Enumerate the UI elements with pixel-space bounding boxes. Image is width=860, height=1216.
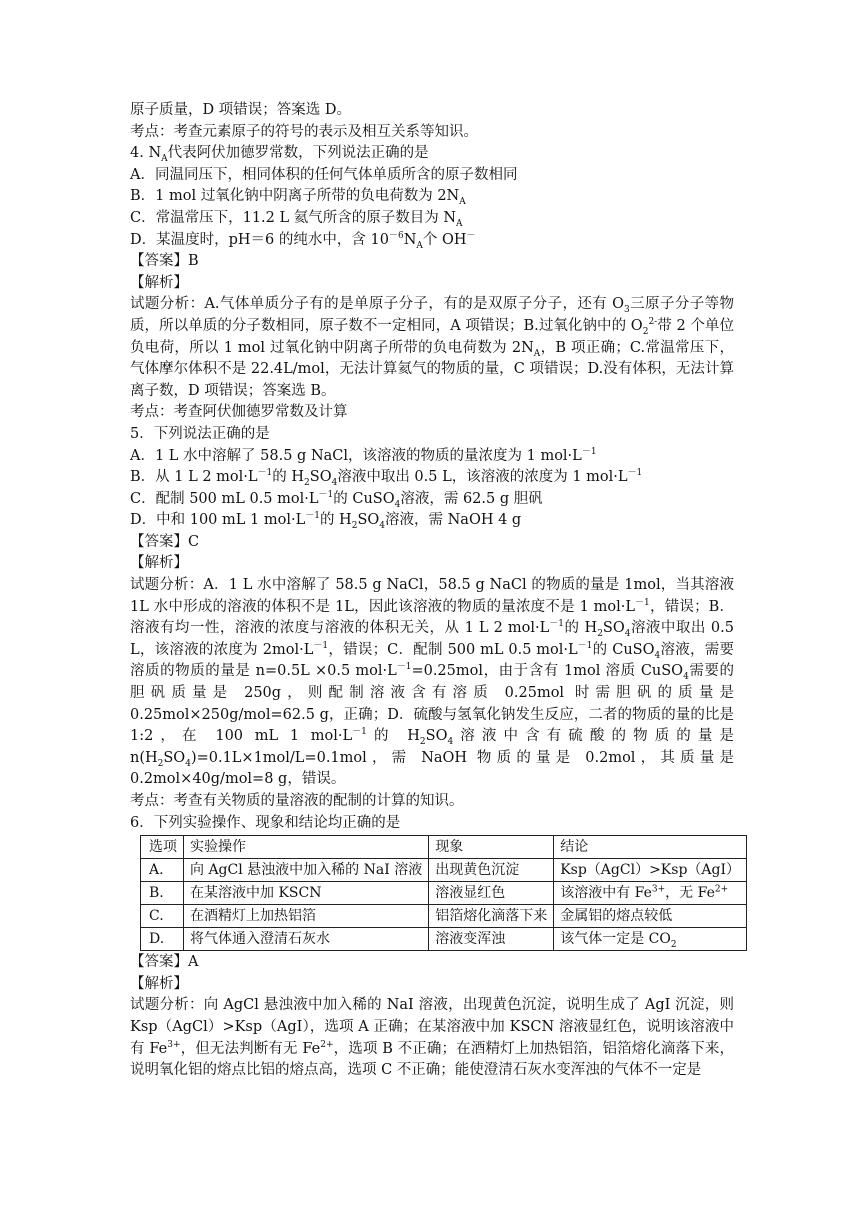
table-cell: D. <box>141 928 184 951</box>
table-cell: B. <box>141 882 184 905</box>
question-5-stem: 5．下列说法正确的是 <box>130 425 270 442</box>
question-5-analysis-head: 【解析】 <box>130 555 188 572</box>
table-cell: Ksp（AgCl）>Ksp（AgI） <box>554 859 747 882</box>
question-4-answer: 【答案】B <box>130 253 199 270</box>
table-header-cell: 结论 <box>554 836 747 859</box>
table-cell: 该溶液中有 $Fe^{3+}$，无 $Fe^{2+}$ <box>554 882 747 905</box>
table-cell: 溶液显红色 <box>429 882 554 905</box>
question-4-stem: 4. $N_A$代表阿伏加德罗常数，下列说法正确的是 <box>130 145 429 165</box>
table-row <box>141 882 747 905</box>
table-cell: C. <box>141 905 184 928</box>
question-5-option-d: D．中和 100 mL 1 $mol\cdot L^{-1}$的 $H_2SO_4$溶液，需 NaOH 4 g <box>130 511 522 532</box>
question-4-analysis-head: 【解析】 <box>130 274 188 291</box>
table-header-cell: 实验操作 <box>184 836 429 859</box>
question-6-analysis: 试题分析：向 AgCl 悬浊液中加入稀的 NaI 溶液，出现黄色沉淀，说明生成了 AgI 沉淀，则 Ksp（AgCl）>Ksp（AgI），选项 A 正确；在某溶液中加 KSCN 溶液显红色，说明该溶液中有 $Fe^{3+}$，但无法判断有无 $Fe^{2+}$，选项 B 不正确；在酒精灯上加热铝箔，铝箔熔化滴落下来，说明氧化铝的熔点比铝的熔点高，选项 C 不正确；能使澄清石灰水变浑浊的气体不一定是 <box>130 997 734 1079</box>
question-5-kaodian: 考点：考查有关物质的量溶液的配制的计算的知识。 <box>130 793 464 809</box>
question-5-answer: 【答案】C <box>130 533 200 550</box>
question-4-option-a: A．同温同压下，相同体积的任何气体单质所含的原子数相同 <box>130 166 518 183</box>
table-header-cell: 选项 <box>141 836 184 859</box>
question-5-analysis: 试题分析：A．1 L 水中溶解了 58.5 g NaCl，58.5 g NaCl 的物质的量是 1mol，当其溶液 1L 水中形成的溶液的体积不是 1L，因此该溶液的物质的量浓度不是 1 $mol\cdot L^{-1}$，错误；B．溶液有均一性，溶液的浓度与溶液的体积无关，从 1 L 2 $mol\cdot L^{-1}$的 $H_2SO_4$溶液中取出 0.5 L，该溶液的浓度为 $2mol\cdot L^{-1}$，错误；C．配制 500 mL 0.5 $mol\cdot L^{-1}$的 CuSO$_4$溶液，需要溶质的物质的量是 n=0.5L ×0.5 $mol\cdot L^{-1}=0.25mol$，由于含有 1mol 溶质 CuSO$_4$需要的胆矾质量是 250g，则配制溶液含有溶质 0.25mol 时需胆矾的质量是 0.25mol×250g/mol=62.5 g，正确；D．硫酸与氢氧化钠发生反应，二者的物质的量的比是 1:2，在 100 mL 1 $mol\cdot L^{-1}$的 $H_2SO_4$溶液中含有硫酸的物质的量是 $n(H_2SO_4)=0.1L\times 1mol/L=0.1mol$，需 NaOH 物质的量是 0.2mol，其质量是 0.2mol×40g/mol=8 g，错误。 <box>130 577 735 788</box>
text-line: 原子质量，D 项错误；答案选 D。 <box>130 102 351 118</box>
question-4-option-b: B．1 mol 过氧化钠中阴离子所带的负电荷数为 $2N_A$ <box>130 188 466 208</box>
table-cell: 向 AgCl 悬浊液中加入稀的 NaI 溶液 <box>184 859 429 882</box>
document-content <box>130 100 741 1082</box>
question-4-analysis: 试题分析：A.气体单质分子有的是单原子分子，有的是双原子分子，还有 $O_3$三原子分子等物质，所以单质的分子数相同，原子数不一定相同，A 项错误；B.过氧化钠中的 $O_2^{2-}$带 2 个单位负电荷，所以 1 mol 过氧化钠中阴离子所带的负电荷数为 $2N_A$，B 项正确；C.常温常压下，气体摩尔体积不是 22.4L/mol，无法计算氦气的物质的量，C 项错误；D.没有体积，无法计算离子数，D 项错误；答案选 B。 <box>130 296 735 399</box>
table-cell: 出现黄色沉淀 <box>429 859 554 882</box>
question-5-option-c: C．配制 500 mL 0.5 $mol\cdot L^{-1}$的 CuSO$_4$溶液，需 62.5 g 胆矾 <box>130 489 543 510</box>
table-cell: 溶液变浑浊 <box>429 928 554 951</box>
question-5-option-b: B．从 1 L 2 $mol\cdot L^{-1}$的 $H_2SO_4$溶液中取出 0.5 L，该溶液的浓度为 1 $mol\cdot L^{-1}$ <box>130 468 643 488</box>
table-cell: 将气体通入澄清石灰水 <box>184 928 429 951</box>
kaodian-line: 考点：考查元素原子的符号的表示及相互关系等知识。 <box>130 123 478 140</box>
table-cell: 在某溶液中加 KSCN <box>184 882 429 905</box>
question-6-analysis-head: 【解析】 <box>130 975 188 992</box>
question-6-stem: 6．下列实验操作、现象和结论均正确的是 <box>130 814 401 831</box>
table-cell: 在酒精灯上加热铝箔 <box>184 905 429 928</box>
table-cell: 金属铝的熔点较低 <box>554 905 747 928</box>
question-4-option-d: D．某温度时，pH＝6 的纯水中，含 $10^{-6}N_A$个 OH－ <box>130 230 476 251</box>
table-header-cell: 现象 <box>429 836 554 859</box>
question-6-answer: 【答案】A <box>130 954 199 971</box>
question-5-option-a: A．1 L 水中溶解了 58.5 g NaCl，该溶液的物质的量浓度为 1 $mol\cdot L^{-1}$ <box>130 446 597 464</box>
table-header-row <box>141 836 747 859</box>
question-4-kaodian: 考点：考查阿伏伽德罗常数及计算 <box>130 404 348 421</box>
table-cell: A. <box>141 859 184 882</box>
table-row <box>141 859 747 882</box>
table-row <box>141 905 747 928</box>
table-cell: 铝箔熔化滴落下来 <box>429 905 554 928</box>
question-4-option-c: C．常温常压下，11.2 L 氦气所含的原子数目为 $N_A$ <box>130 209 463 229</box>
experiment-table <box>140 835 747 951</box>
table-row <box>141 928 747 951</box>
table-cell: 该气体一定是 $CO_2$ <box>554 928 747 951</box>
